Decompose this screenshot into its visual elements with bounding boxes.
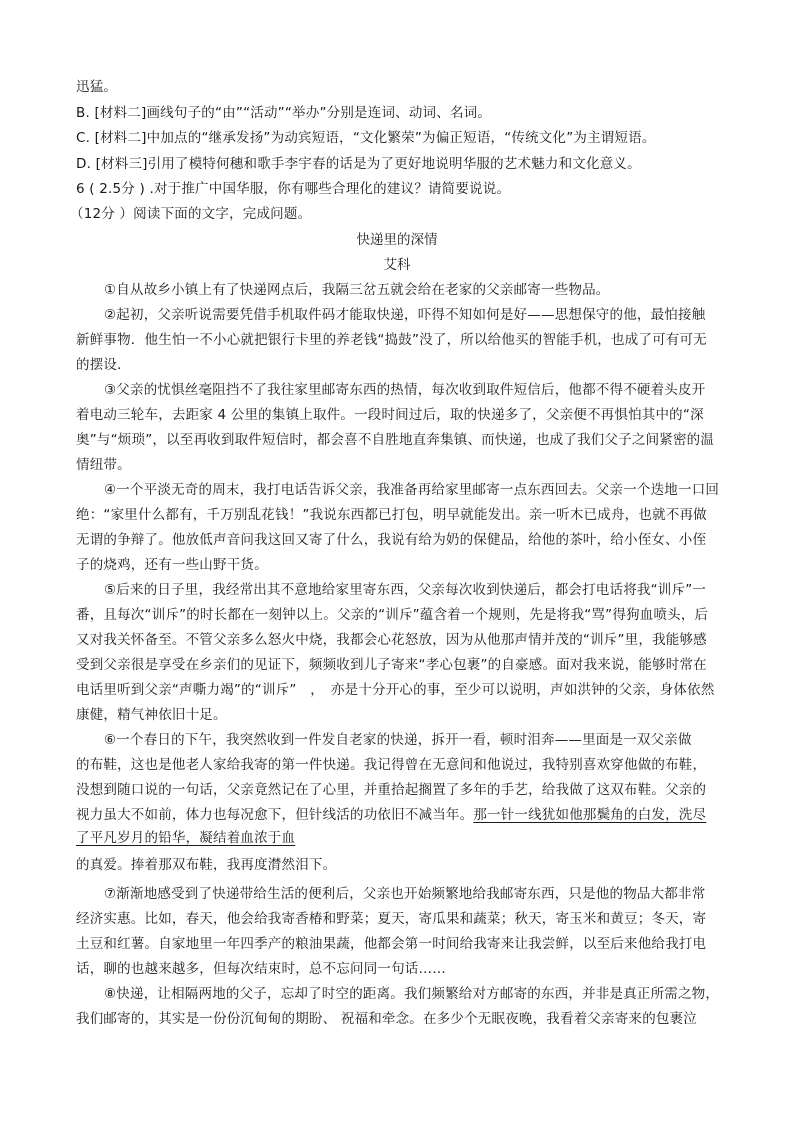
article-title: 快递里的深情 [356, 232, 438, 248]
question-6: 6 ( 2.5分 ) .对于推广中国华服，你有哪些合理化的建议？请简要说说。 [76, 181, 511, 197]
paragraph-line-underlined [76, 829, 295, 847]
paragraph-line: 受到父亲很是享受在乡亲们的见证下，频频收到儿子寄来“孝心包裹”的自豪感。面对我来说，能够时常在 [76, 657, 707, 673]
paragraph-line: 无谓的争辩了。他放低声音问我这回又寄了什么，我说有给为奶的保健品，给他的茶叶，给小侄女、小侄 [76, 532, 707, 548]
paragraph-line: 新鲜事物．他生怕一不小心就把银行卡里的养老钱“捣鼓”没了，所以给他买的智能手机，也成了可有可无 [76, 332, 707, 348]
paragraph-line: ⑦渐渐地感受到了快递带给生活的便利后，父亲也开始频繁地给我邮寄东西，只是他的物品大都非常 [104, 886, 706, 902]
paragraph-line: ⑧快递，让相隔两地的父子，忘却了时空的距离。我们频繁给对方邮寄的东西，并非是真正所需之物， [104, 986, 720, 1002]
underlined-sentence: 那一针一线犹如他那鬓角的白发，洗尽 [473, 807, 707, 823]
paragraph-line: 没想到随口说的一句话，父亲竟然记在了心里，并重拾起搁置了多年的手艺，给我做了这双布鞋。父亲的 [76, 782, 707, 798]
option-d: D. [材料三]引用了模特何穗和歌手李宇春的话是为了更好地说明华服的艺术魅力和文化意义。 [76, 156, 641, 172]
paragraph-line: 电话里听到父亲“声嘶力竭”的“训斥” ， 亦是十分开心的事，至少可以说明，声如洪钟的父亲，身体依然 [76, 682, 715, 698]
option-c: C. [材料二]中加点的“继承发扬”为动宾短语，“文化繁荣”为偏正短语，“传统文化”为主谓短语。 [76, 130, 656, 146]
paragraph-line: ②起初，父亲听说需要凭借手机取件码才能取快递，吓得不知如何是好——思想保守的他，最怕接触 [104, 307, 706, 323]
paragraph-line: ③父亲的忧惧丝毫阻挡不了我往家里邮寄东西的热情，每次收到取件短信后，他都不得不硬着头皮开 [104, 382, 706, 398]
article-author: 艾科 [383, 257, 411, 273]
paragraph-line: 子的烧鸡，还有一些山野干货。 [76, 557, 268, 573]
underlined-sentence: 了平凡岁月的铅华，凝结着血浓于血 [76, 830, 296, 846]
paragraph-line: ④一个平淡无奇的周末，我打电话告诉父亲，我准备再给家里邮寄一点东西回去。父亲一个迭地一口回 [104, 482, 720, 498]
option-b: B. [材料二]画线句子的“由”“活动”“举办”分别是连词、动词、名词。 [76, 105, 492, 121]
section-intro: （12分 ）阅读下面的文字，完成问题。 [70, 206, 312, 222]
paragraph-line: ①自从故乡小镇上有了快递网点后，我隔三岔五就会给在老家的父亲邮寄一些物品。 [104, 282, 610, 298]
paragraph-line: 土豆和红薯。自家地里一年四季产的粮油果蔬，他都会第一时间给我寄来让我尝鲜，以至后来他给我打电 [76, 936, 707, 952]
paragraph-line: ⑤后来的日子里，我经常出其不意地给家里寄东西，父亲每次收到快递后，都会打电话将我“训斥”一 [104, 582, 707, 598]
paragraph-line: 绝：“家里什么都有，千万别乱花钱！”我说东西都已打包，明早就能发出。亲一听木已成舟，也就不再做 [76, 507, 707, 523]
paragraph-line: 番，且每次“训斥”的时长都在一刻钟以上。父亲的“训斥”蕴含着一个规则，先是将我“骂”得狗血喷头，后 [76, 607, 709, 623]
paragraph-line: 康健，精气神依旧十足。 [76, 707, 227, 723]
paragraph-line: 的布鞋，这也是他老人家给我寄的第一件快递。我记得曾在无意间和他说过，我特别喜欢穿他做的布鞋， [76, 757, 707, 773]
option-a-tail: 迅猛。 [76, 79, 118, 95]
paragraph-line: 的真爱。捧着那双布鞋，我再度潸然泪下。 [76, 857, 337, 873]
paragraph-line: 着电动三轮车，去距家 4 公里的集镇上取件。一段时间过后，取的快递多了，父亲便不再惧怕其中的“深 [76, 407, 704, 423]
paragraph-line: ⑥一个春日的下午，我突然收到一件发自老家的快递，拆开一看，顿时泪奔——里面是一双父亲做 [104, 732, 692, 748]
paragraph-line-mixed [76, 806, 706, 824]
paragraph-line: 我们邮寄的，其实是一份份沉甸甸的期盼、 祝福和牵念。在多少个无眠夜晚，我看着父亲寄来的包裹泣 [76, 1011, 697, 1027]
paragraph-line: 又对我关怀备至。不管父亲多么怒火中烧，我都会心花怒放，因为从他那声情并茂的“训斥”里，我能够感 [76, 632, 707, 648]
paragraph-line: 奥”与“烦琐”，以至再收到取件短信时，都会喜不自胜地直奔集镇、而快递，也成了我们父子之间紧密的温 [76, 432, 715, 448]
paragraph-text: 视力虽大不如前，体力也每况愈下，但针线活的功依旧不减当年。 [76, 807, 474, 823]
paragraph-line: 经济实惠。比如，春天，他会给我寄香椿和野菜；夏天，寄瓜果和蔬菜；秋天，寄玉米和黄豆；冬天，寄 [76, 911, 707, 927]
paragraph-line: 情纽带。 [76, 457, 131, 473]
paragraph-line: 话，聊的也越来越多，但每次结束时，总不忘问同一句话…… [76, 961, 446, 977]
paragraph-line: 的摆设． [76, 357, 131, 373]
